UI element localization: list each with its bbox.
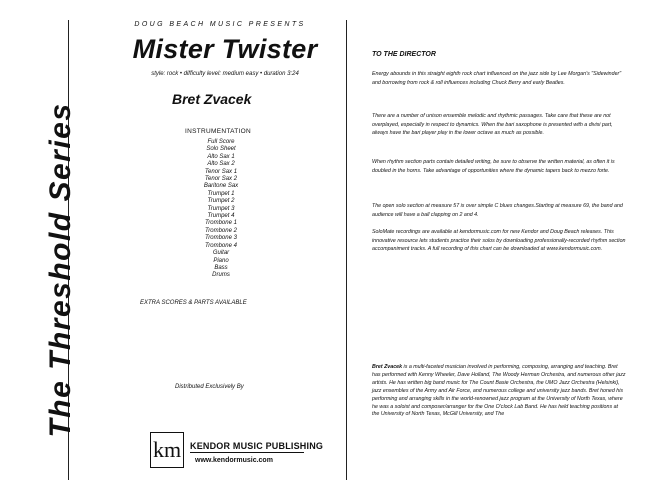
director-heading: TO THE DIRECTOR	[372, 51, 436, 58]
director-paragraph: Energy abounds in this straight eighth rock chart influenced on the jazz side by Lee Morgan's "Sidewinder" and borrowing from rock & roll influences including Chuck Berry and early Beatles.	[372, 71, 622, 86]
page-divider	[346, 20, 347, 480]
instrument-item: Trumpet 1	[207, 190, 235, 197]
distributed-by: Distributed Exclusively By	[175, 384, 244, 390]
instrument-item: Trombone 2	[205, 227, 237, 234]
composer-bio	[372, 364, 626, 419]
piece-title: Mister Twister	[132, 34, 318, 64]
instrument-item: Tenor Sax 1	[204, 168, 238, 175]
kendor-logo-name: KENDOR MUSIC PUBLISHING	[190, 441, 324, 451]
instrument-item: Solo Sheet	[206, 146, 236, 153]
instrument-item: Trombone 1	[205, 220, 237, 227]
extra-parts-note: EXTRA SCORES & PARTS AVAILABLE	[140, 300, 247, 306]
instrument-item: Tenor Sax 2	[204, 176, 238, 183]
series-title: The Threshold Series	[44, 102, 77, 438]
instrument-item: Piano	[213, 257, 229, 264]
instrument-item: Alto Sax 2	[207, 161, 235, 168]
instrument-item: Drums	[212, 272, 230, 279]
instrument-item: Baritone Sax	[203, 183, 239, 190]
instrument-item: Alto Sax 1	[207, 153, 235, 160]
instrument-item: Trumpet 2	[207, 198, 235, 205]
director-paragraph: There are a number of unison ensemble melodic and rhythmic passages. Take care that these are not overplayed, especially in respect to dynamics. When the bari saxophone is presented with a divisi part, always have the bari player play in the lower octave as much as possible.	[372, 113, 613, 136]
instrumentation-list	[200, 139, 242, 280]
director-paragraph: When rhythm section parts contain detailed writing, be sure to observe the written material, as often it is doubled in the horns. Take advantage of opportunities where the dynamic tapers back to mezzo forte.	[372, 159, 615, 174]
bio-text: is a multi-faceted musician involved in performing, composing, arranging and teaching. Bret has performed with Kenny Wheeler, Dave Holland, The Woody Herman Orchestra, and numerous other jazz artists. He has written big band music for The Count Basie Orchestra, the UMO Jazz Orchestra (Helsinki), jazz ensembles of the Army and Air Force, and numerous college and university jazz bands. Bret honed his performing and arranging skills in the world-renowned jazz program at the University of North Texas, where he was a soloist and composer/arranger for the One O'clock Lab Band. He has held teaching positions at the University of North Texas, McGill University, and The	[372, 364, 626, 418]
instrument-item: Full Score	[207, 139, 235, 145]
series-sidebar	[18, 20, 77, 480]
instrumentation-heading: INSTRUMENTATION	[185, 128, 252, 135]
instrument-item: Bass	[214, 264, 228, 271]
composer-name: Bret Zvacek	[172, 91, 252, 107]
logo-underline	[190, 452, 304, 453]
director-paragraph: SoloMate recordings are available at kendormusic.com for new Kendor and Doug Beach releases. This innovative resource lets students practice their solos by downloading professionally-recorded rhythm section accompaniment tracks. A full recording of this chart can be downloaded at www.kendormusic.com.	[372, 229, 626, 252]
instrument-item: Guitar	[212, 250, 230, 257]
publisher-line: DOUG BEACH MUSIC PRESENTS	[134, 21, 306, 28]
instrument-item: Trombone 3	[205, 235, 237, 242]
instrument-item: Trombone 4	[205, 242, 237, 249]
director-paragraph: The open solo section at measure 57 is over simple C blues changes.Starting at measure 69, the band and audience will have a ball clapping on 2 and 4.	[372, 203, 623, 218]
bio-name: Bret Zvacek	[372, 364, 403, 370]
instrument-item: Trumpet 3	[207, 205, 235, 212]
piece-meta: style: rock • difficulty level: medium easy • duration 3:24	[151, 71, 299, 77]
kendor-logo-mark: km	[150, 432, 184, 468]
kendor-url: www.kendormusic.com	[195, 457, 273, 464]
instrument-item: Trumpet 4	[207, 213, 235, 220]
